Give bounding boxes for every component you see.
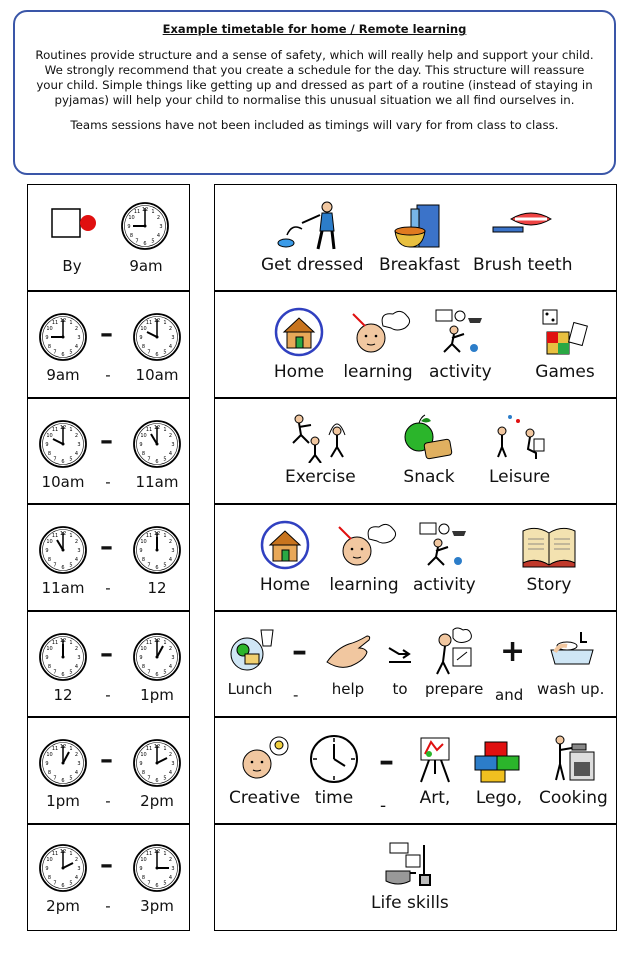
clock-icon: [307, 734, 361, 784]
creative-icon: [235, 734, 295, 784]
activity-label: Lunch: [227, 680, 273, 698]
activity-activity: [429, 306, 492, 382]
activity-label: activity: [429, 362, 492, 382]
dash-symbol: –: [100, 639, 113, 669]
activity-label: Brush teeth: [473, 255, 573, 275]
activity-to: [385, 626, 415, 698]
activity-time: [307, 734, 361, 808]
clock-icon: [132, 843, 182, 893]
time-separator: -: [105, 792, 111, 810]
learning-icon: [329, 519, 399, 571]
cooking-icon: [548, 734, 598, 784]
activity-art: [415, 734, 455, 808]
activity-icon: [414, 519, 474, 571]
dash-symbol: –: [379, 744, 394, 779]
leisure-icon: [490, 413, 550, 463]
activity-creative: [229, 734, 300, 808]
activity-get-dressed: [261, 201, 364, 275]
time-end: 9am: [129, 257, 163, 275]
dash-symbol: –: [100, 319, 113, 349]
time-separator: -: [105, 579, 111, 597]
activity-label: Get dressed: [261, 255, 364, 275]
arrow-icon: [385, 626, 415, 676]
clock-icon: [38, 525, 88, 575]
activity-label: Home: [259, 575, 311, 595]
activity-label: time: [314, 788, 354, 808]
clock-icon: [132, 419, 182, 469]
activity-column: [214, 184, 617, 931]
time-end: 12: [147, 579, 167, 597]
activity-label: prepare: [425, 680, 484, 698]
activity-breakfast: [379, 201, 460, 275]
activity-brush-teeth: [473, 201, 573, 275]
activity-row-6: [215, 825, 616, 929]
dash-symbol: –: [100, 850, 113, 880]
activity-row-1: [215, 292, 616, 399]
activity-label: learning: [343, 362, 413, 382]
activity-label: Life skills: [371, 893, 449, 913]
dash-symbol: –: [100, 532, 113, 562]
activity-label: wash up.: [537, 680, 605, 698]
activity-label: Cooking: [539, 788, 608, 808]
book-icon: [519, 519, 579, 571]
lego-icon: [471, 734, 527, 784]
learning-icon: [343, 306, 413, 358]
time-end: 3pm: [140, 897, 174, 915]
plus-symbol: +: [500, 634, 526, 669]
activity-label: Breakfast: [379, 255, 460, 275]
activity-help: [323, 626, 373, 698]
home-icon: [255, 519, 315, 571]
clock-icon: [38, 843, 88, 893]
activity-row-4: [215, 612, 616, 718]
time-start: 10am: [41, 473, 85, 491]
activity-story: [519, 519, 579, 595]
activity-row-0: [215, 185, 616, 292]
lunch-icon: [225, 626, 275, 676]
activity-text: [380, 792, 386, 816]
activity-learning: [329, 519, 399, 595]
home-icon: [269, 306, 329, 358]
clock-icon: [132, 632, 182, 682]
time-row-3: [28, 505, 189, 612]
activity-wash-up: [537, 626, 604, 698]
activity-home: [255, 519, 315, 595]
activity-label: Exercise: [285, 467, 356, 487]
stop-square-icon: [48, 205, 98, 245]
breakfast-icon: [389, 201, 449, 251]
time-separator: -: [105, 897, 111, 915]
activity-label: Games: [535, 362, 595, 382]
clock-icon: [132, 525, 182, 575]
activity-text: [495, 682, 523, 704]
clock-icon: [132, 312, 182, 362]
time-start: 2pm: [46, 897, 80, 915]
clock-icon: [38, 738, 88, 788]
activity-lunch: [225, 626, 275, 698]
activity-life-skills: [371, 839, 449, 913]
activity-cooking: [539, 734, 608, 808]
activity-label: Leisure: [489, 467, 551, 487]
time-row-2: [28, 399, 189, 505]
dash-symbol: –: [100, 745, 113, 775]
time-start: 11am: [41, 579, 85, 597]
time-end: 2pm: [140, 792, 174, 810]
exercise-icon: [285, 413, 355, 463]
time-row-1: [28, 292, 189, 399]
activity-text: [293, 682, 298, 704]
time-start: By: [62, 257, 82, 275]
activity-label: activity: [413, 575, 476, 595]
activity-home: [269, 306, 329, 382]
clock-9-icon: [120, 201, 170, 251]
time-separator: -: [105, 473, 111, 491]
dash-symbol: –: [292, 634, 307, 669]
activity-label: help: [331, 680, 365, 698]
helping-hand-icon: [323, 626, 373, 676]
activity-prepare: [425, 626, 483, 698]
clock-icon: [38, 632, 88, 682]
activity-label: learning: [329, 575, 399, 595]
time-row-4: [28, 612, 189, 718]
toothbrush-icon: [483, 201, 563, 251]
snack-icon: [399, 413, 459, 463]
time-row-5: [28, 718, 189, 825]
activity-label: to: [392, 680, 408, 698]
easel-icon: [415, 734, 455, 784]
intro-box: [13, 10, 616, 175]
time-column: [27, 184, 190, 931]
activity-row-2: [215, 399, 616, 505]
time-end: 10am: [135, 366, 179, 384]
activity-learning: [343, 306, 413, 382]
time-end: 1pm: [140, 686, 174, 704]
activity-row-3: [215, 505, 616, 612]
time-start: 1pm: [46, 792, 80, 810]
activity-row-5: [215, 718, 616, 825]
clock-icon: [38, 419, 88, 469]
intro-paragraph-1: Routines provide structure and a sense of safety, which will really help and support your child. We strongly recommend that you create a schedule for the day. This structure will reassure your child. Simple things like getting up and dressed as part of a routine (instead of staying in pyjamas) will help your child to normalise this unusual situation we all find ourselves in.: [35, 48, 594, 107]
get-dressed-icon: [272, 201, 352, 251]
activity-label: and: [495, 686, 524, 704]
activity-label: Home: [273, 362, 325, 382]
life-skills-icon: [380, 839, 440, 889]
time-row-6: [28, 825, 189, 929]
dash-symbol: –: [100, 426, 113, 456]
clock-icon: [38, 312, 88, 362]
prepare-icon: [429, 626, 479, 676]
clock-icon: [132, 738, 182, 788]
time-start: 12: [53, 686, 73, 704]
page-title: Example timetable for home / Remote learning: [162, 22, 467, 36]
activity-label: Art,: [419, 788, 451, 808]
activity-snack: [399, 413, 459, 487]
activity-lego: [471, 734, 527, 808]
activity-label: Story: [526, 575, 572, 595]
activity-icon: [430, 306, 490, 358]
activity-games: [535, 306, 595, 382]
activity-label: Creative: [229, 788, 301, 808]
activity-activity: [413, 519, 476, 595]
time-separator: -: [105, 366, 111, 384]
activity-label: Snack: [403, 467, 455, 487]
time-separator: -: [105, 686, 111, 704]
wash-up-icon: [541, 626, 601, 676]
activity-exercise: [285, 413, 356, 487]
intro-paragraph-2: Teams sessions have not been included as timings will vary for from class to class.: [70, 118, 559, 132]
activity-label: -: [380, 796, 387, 816]
activity-label: -: [293, 686, 299, 704]
time-row-0: [28, 185, 189, 292]
activity-leisure: [489, 413, 550, 487]
games-icon: [535, 306, 595, 358]
activity-label: Lego,: [475, 788, 523, 808]
time-start: 9am: [46, 366, 80, 384]
time-end: 11am: [135, 473, 179, 491]
